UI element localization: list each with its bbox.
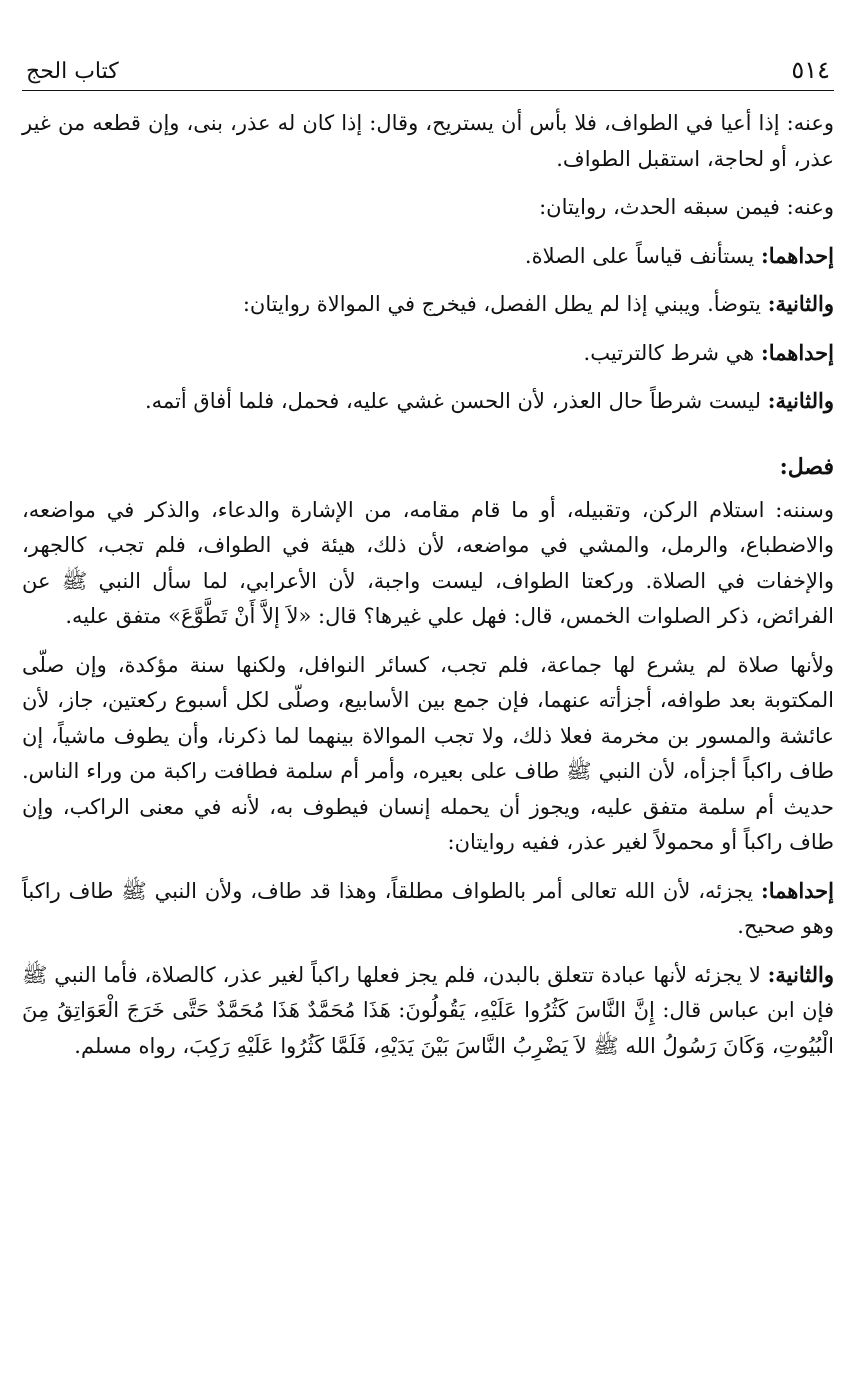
paragraph-text: يستأنف قياساً على الصلاة. xyxy=(524,243,755,268)
paragraph-lead: والثانية: xyxy=(767,388,834,413)
book-title: كتاب الحج xyxy=(26,59,119,84)
paragraph xyxy=(22,105,834,177)
paragraph-lead: إحداهما: xyxy=(760,339,834,365)
book-page xyxy=(22,48,834,1076)
paragraph-lead: إحداهما: xyxy=(760,242,834,268)
paragraph-text: ولأنها صلاة لم يشرع لها جماعة، فلم تجب، كسائر النوافل، ولكنها سنة مؤكدة، وإن صلّى المكتوبة بعد طوافه، أجزأته عنهما، فإن جمع بين الأسابيع، وصلّى لكل أسبوع ركعتين، جاز، لأن عائشة والمسور بن مخرمة فعلا ذلك، ولا تجب الموالاة بينهما لما ذكرنا، وأن يطوف ماشياً، إن طاف راكباً أجزأه، لأن النبي ﷺ طاف على بعيره، وأمر أم سلمة فطافت راكبة من وراء الناس. حديث أم سلمة متفق عليه، ويجوز أن يحمله إنسان فيطوف به، لأنه في معنى الراكب، وإن طاف راكباً أو محمولاً لغير عذر، ففيه روايتان: xyxy=(22,652,834,854)
section-heading: فصل: xyxy=(779,453,834,480)
paragraph-lead: والثانية: xyxy=(767,291,834,316)
paragraph-lead: إحداهما: xyxy=(760,877,834,903)
paragraph-text: هي شرط كالترتيب. xyxy=(583,340,755,365)
paragraph-text: يجزئه، لأن الله تعالى أمر بالطواف مطلقاً، وهذا قد طاف، ولأن النبي ﷺ طاف راكباً وهو صحيح. xyxy=(22,878,834,938)
paragraph xyxy=(22,238,834,275)
paragraph-text: لا يجزئه لأنها عبادة تتعلق بالبدن، فلم يجز فعلها راكباً لغير عذر، كالصلاة، فأما النبي ﷺ فإن ابن عباس قال: إِنَّ النَّاسَ كَثُرُوا عَلَيْهِ، يَقُولُونَ: هَذَا مُحَمَّدٌ هَذَا مُحَمَّدٌ حَتَّى خَرَجَ الْعَوَاتِقُ مِنَ الْبُيُوتِ، وَكَانَ رَسُولُ الله ﷺ لاَ يَضْرِبُ النَّاسَ بَيْنَ يَدَيْهِ، فَلَمَّا كَثُرُوا عَلَيْهِ رَكِبَ، رواه مسلم. xyxy=(22,962,834,1058)
page-number: ٥١٤ xyxy=(791,56,830,84)
paragraph xyxy=(22,873,834,945)
paragraph xyxy=(22,286,834,323)
paragraph-text: يتوضأ. ويبني إذا لم يطل الفصل، فيخرج في الموالاة روايتان: xyxy=(242,292,761,316)
paragraph-text: ليست شرطاً حال العذر، لأن الحسن غشي عليه، فحمل، فلما أفاق أتمه. xyxy=(144,389,761,413)
paragraph xyxy=(22,189,834,226)
paragraph-text: وعنه: إذا أعيا في الطواف، فلا بأس أن يستريح، وقال: إذا كان له عذر، بنى، وإن قطعه من غير عذر، أو لحاجة، استقبل الطواف. xyxy=(22,111,834,171)
paragraph-text: وسننه: استلام الركن، وتقبيله، أو ما قام مقامه، من الإشارة والدعاء، والذكر في مواضعه، والاضطباع، والرمل، والمشي في مواضعه، لأن ذلك، هيئة في الطواف، فلم تجب، كالجهر، والإخفات في الصلاة. وركعتا الطواف، ليست واجبة، لأن الأعرابي، لما سأل النبي ﷺ عن الفرائض، ذكر الصلوات الخمس، قال: فهل علي غيرها؟ قال: «لاَ إلاَّ أَنْ تَطَّوَّعَ» متفق عليه. xyxy=(22,497,834,628)
paragraph xyxy=(22,957,834,1065)
page-header xyxy=(22,48,834,91)
paragraph xyxy=(22,492,834,635)
paragraph xyxy=(22,647,834,861)
page-content xyxy=(22,105,834,1064)
paragraph-lead: والثانية: xyxy=(767,961,834,987)
paragraph xyxy=(22,335,834,372)
paragraph-text: وعنه: فيمن سبقه الحدث، روايتان: xyxy=(539,195,834,219)
paragraph xyxy=(22,383,834,420)
